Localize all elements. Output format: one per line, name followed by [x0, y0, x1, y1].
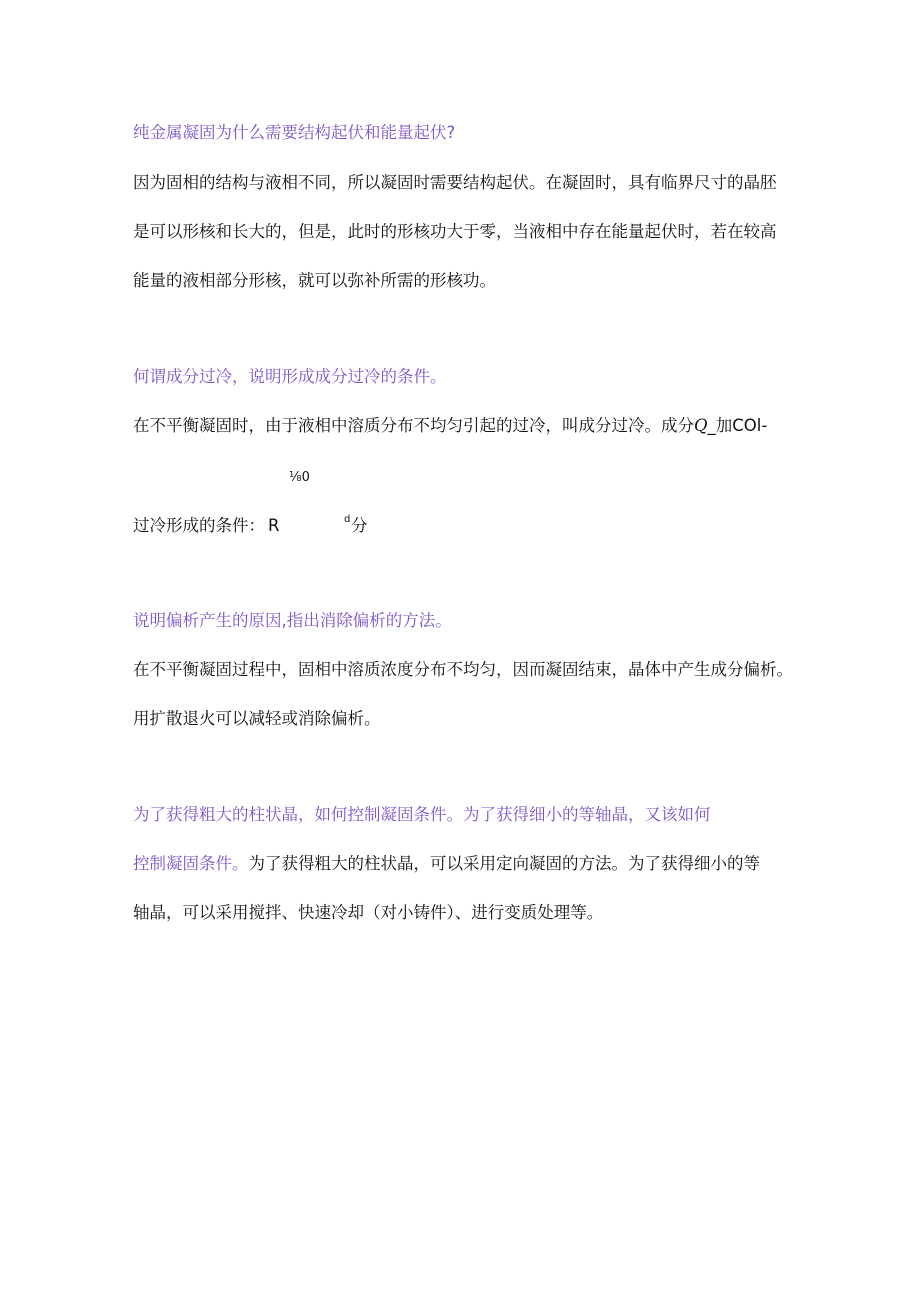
- answer-2-symbol-q: Q: [694, 416, 708, 435]
- condition-label: 过冷形成的条件：: [133, 516, 265, 535]
- answer-4-line-1: 为了获得粗大的柱状晶，可以采用定向凝固的方法。为了获得细小的等: [248, 854, 760, 873]
- answer-1-line-1: 因为固相的结构与液相不同，所以凝固时需要结构起伏。在凝固时，具有临界尺寸的晶胚: [133, 173, 777, 192]
- condition-superscript: d: [344, 514, 351, 525]
- answer-2-tail: _加COl-: [707, 416, 768, 435]
- answer-1-line-3: 能量的液相部分形核，就可以弥补所需的形核功。: [133, 271, 496, 290]
- condition-tail: 分: [351, 516, 368, 535]
- answer-1-line-2: 是可以形核和长大的，但是，此时的形核功大于零，当液相中存在能量起伏时，若在较高: [133, 222, 777, 241]
- question-4-line-2: [133, 853, 760, 875]
- question-1: 纯金属凝固为什么需要结构起伏和能量起伏?: [133, 123, 456, 142]
- condition-r: R: [268, 516, 280, 535]
- answer-3-line-1: 在不平衡凝固过程中，固相中溶质浓度分布不均匀，因而凝固结束，晶体中产生成分偏析。: [133, 660, 793, 679]
- answer-3-line-2: 用扩散退火可以减轻或消除偏析。: [133, 709, 381, 728]
- answer-4-line-2: 轴晶，可以采用搅拌、快速冷却（对小铸件）、进行变质处理等。: [133, 903, 604, 922]
- question-4-line-1: 为了获得粗大的柱状晶，如何控制凝固条件。为了获得细小的等轴晶，又该如何: [133, 805, 711, 824]
- answer-2-text: 在不平衡凝固时，由于液相中溶质分布不均匀引起的过冷，叫成分过冷。成分: [133, 416, 694, 435]
- question-4-line-2-text: 控制凝固条件。: [133, 854, 249, 873]
- condition-line: [133, 515, 265, 537]
- fraction-label: ⅛0: [289, 470, 310, 485]
- question-3: 说明偏析产生的原因,指出消除偏析的方法。: [133, 611, 452, 630]
- answer-2-line-1: [133, 415, 767, 437]
- question-2: 何谓成分过冷，说明形成成分过冷的条件。: [133, 367, 447, 386]
